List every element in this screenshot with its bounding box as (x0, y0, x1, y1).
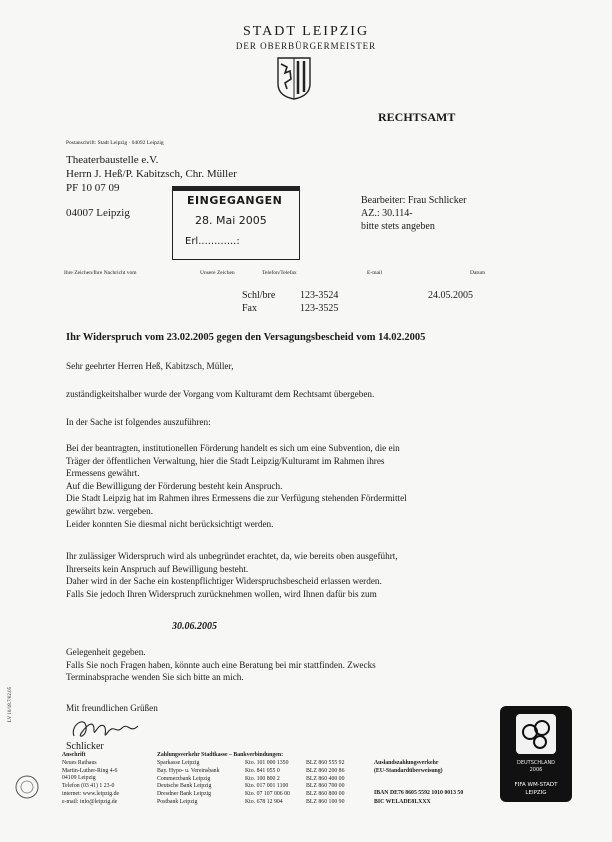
paragraph-intro: In der Sache ist folgendes auszuführen: (66, 417, 211, 427)
recipient-name: Theaterbaustelle e.V. (66, 154, 159, 166)
bank-account: Kto. 678 12 904 (245, 798, 283, 805)
bank-code: BLZ 860 700 00 (306, 783, 345, 790)
mayor-subtitle: DER OBERBÜRGERMEISTER (235, 41, 377, 51)
signatory-name: Schlicker (66, 741, 104, 752)
bank-account: Kto. 101 000 1350 (245, 760, 289, 766)
bank-code: BLZ 860 555 92 (306, 760, 345, 766)
bank-account: Kto. 07 107 006 00 (245, 791, 290, 798)
bank-code: BLZ 860 100 90 (306, 798, 345, 805)
footer-line: Neues Rathaus (62, 759, 97, 766)
ref-label-your-ref: Ihre Zeichen/Ihre Nachricht vom (64, 270, 137, 276)
clerk-name: Bearbeiter: Frau Schlicker (361, 195, 467, 206)
closing: Mit freundlichen Grüßen (66, 703, 158, 713)
foreign-payment-line: Auslandszahlungsverkehr (374, 760, 439, 766)
text-line: Daher wird in der Sache ein kostenpflichtiger Widerspruchsbescheid erlassen werden. (66, 576, 382, 587)
postal-address-line: Postanschrift: Stadt Leipzig · 04092 Leipzig (66, 140, 164, 146)
bank-account: Kto. 017 001 1100 (245, 783, 289, 790)
received-stamp (172, 186, 300, 260)
ref-label-our-ref: Unsere Zeichen (200, 270, 235, 276)
footer-line: Martin-Luther-Ring 4-6 (62, 767, 118, 774)
bank-name: Deutsche Bank Leipzig (157, 783, 212, 790)
paragraph-handover: zuständigkeitshalber wurde der Vorgang vom Kulturamt dem Rechtsamt übergeben. (66, 389, 375, 399)
badge-country: DEUTSCHLAND (516, 760, 556, 766)
footer-line: internet: www.leipzig.de (62, 790, 120, 797)
fax-value: 123-3525 (300, 303, 339, 314)
paragraph-subsidy (66, 442, 407, 530)
city-title: STADT LEIPZIG (242, 24, 370, 39)
text-line: Gelegenheit gegeben. (66, 647, 146, 657)
text-line: Die Stadt Leipzig hat im Rahmen ihres Ermessens die zur Verfügung stehenden Fördermittel (66, 493, 407, 504)
foreign-payment-title (374, 760, 443, 776)
footer-address-title: Anschrift (62, 752, 86, 758)
badge-year: 2006 (529, 767, 543, 773)
bank-code: BLZ 860 800 00 (306, 791, 345, 798)
badge-host-city: FIFA WM-STADT (514, 782, 558, 788)
bank-names (157, 760, 219, 807)
paragraph-objection (66, 550, 398, 600)
footer-line: Telefon (03 41) 1 23-0 (62, 783, 115, 790)
subject-line: Ihr Widerspruch vom 23.02.2005 gegen den Versagungsbescheid vom 14.02.2005 (66, 332, 426, 343)
date-value: 24.05.2005 (428, 290, 473, 301)
deadline-date: 30.06.2005 (172, 621, 217, 632)
text-line: Träger der öffentlichen Verwaltung, hier die Stadt Leipzig/Kulturamt im Rahmen ihres (66, 455, 385, 466)
football-logo-icon (514, 712, 558, 756)
badge-city: LEIPZIG (525, 790, 547, 796)
text-line: Terminabsprache wenden Sie sich bitte an mich. (66, 672, 244, 683)
footer-line: 04109 Leipzig (62, 775, 96, 782)
foreign-payment-line: (EU-Standardüberweisung) (374, 767, 443, 774)
reference-note: bitte stets angeben (361, 221, 435, 232)
recipient-pobox: PF 10 07 09 (66, 182, 120, 194)
text-line: gewährt bzw. vergeben. (66, 505, 153, 516)
form-code: LV 10/18.7/02.05 (8, 686, 13, 722)
world-cup-badge (500, 706, 572, 802)
ref-label-phone: Telefon/Telefax (262, 270, 297, 276)
bank-accounts (245, 760, 290, 807)
bank-name: Postbank Leipzig (157, 798, 198, 805)
ref-label-email: E-mail (367, 270, 382, 276)
bank-name: Dresdner Bank Leipzig (157, 791, 212, 798)
stamp-received: EINGEGANGEN (187, 194, 283, 207)
footer-address (62, 752, 119, 807)
eco-seal-icon (14, 774, 40, 800)
bank-name: Sparkasse Leipzig (157, 760, 200, 766)
recipient-persons: Herrn J. Heß/P. Kabitzsch, Chr. Müller (66, 168, 237, 180)
our-ref-value: Schl/bre (242, 290, 276, 301)
text-line: Falls Sie noch Fragen haben, könnte auch eine Beratung bei mir stattfinden. Zwecks (66, 659, 376, 670)
bank-codes (306, 760, 344, 807)
department-heading: RECHTSAMT (378, 110, 456, 124)
bank-account: Kto. 100 800 2 (245, 775, 280, 782)
text-line: Leider konnten Sie diesmal nicht berücksichtigt werden. (66, 518, 274, 529)
bank-code: BLZ 860 400 00 (306, 775, 345, 782)
coat-of-arms-icon (276, 56, 312, 100)
text-line: Ihr zulässiger Widerspruch wird als unbegründet erachtet, da, wie bereits oben ausgeführt, (66, 551, 398, 561)
stamp-date: 28. Mai 2005 (195, 214, 267, 227)
text-line: Auf die Bewilligung der Förderung besteht kein Anspruch. (66, 480, 283, 491)
text-line: Ermessens gewährt. (66, 468, 140, 479)
phone-value: 123-3524 (300, 290, 339, 301)
bank-name: Bay. Hypo- u. Vereinsbank (157, 767, 220, 774)
text-line: Falls Sie jedoch Ihren Widerspruch zurücknehmen wollen, wird Ihnen dafür bis zum (66, 588, 377, 599)
bank-name: Commerzbank Leipzig (157, 775, 211, 782)
footer-line: e-mail: info@leipzig.de (62, 798, 118, 805)
text-line: Bei der beantragten, institutionellen Förderung handelt es sich um eine Subvention, die ein (66, 443, 400, 453)
ref-label-date: Datum (470, 270, 485, 276)
fax-label: Fax (242, 303, 257, 314)
recipient-city: 04007 Leipzig (66, 207, 130, 219)
bic: BIC WELADE8LXXX (374, 799, 431, 805)
bank-code: BLZ 860 200 86 (306, 767, 345, 774)
paragraph-consultation (66, 646, 376, 684)
iban: IBAN DE76 8605 5592 1010 0013 50 (374, 790, 464, 796)
bank-title: Zahlungsverkehr Stadtkasse – Bankverbindungen: (157, 752, 284, 758)
clerk-block (361, 194, 467, 233)
stamp-done: Erl............: (185, 236, 240, 247)
text-line: Ihrerseits kein Anspruch auf Bewilligung besteht. (66, 563, 249, 574)
file-reference: AZ.: 30.114- (361, 208, 413, 219)
bank-account: Kto. 841 055 0 (245, 767, 280, 774)
salutation: Sehr geehrter Herren Heß, Kabitzsch, Müller, (66, 361, 234, 371)
